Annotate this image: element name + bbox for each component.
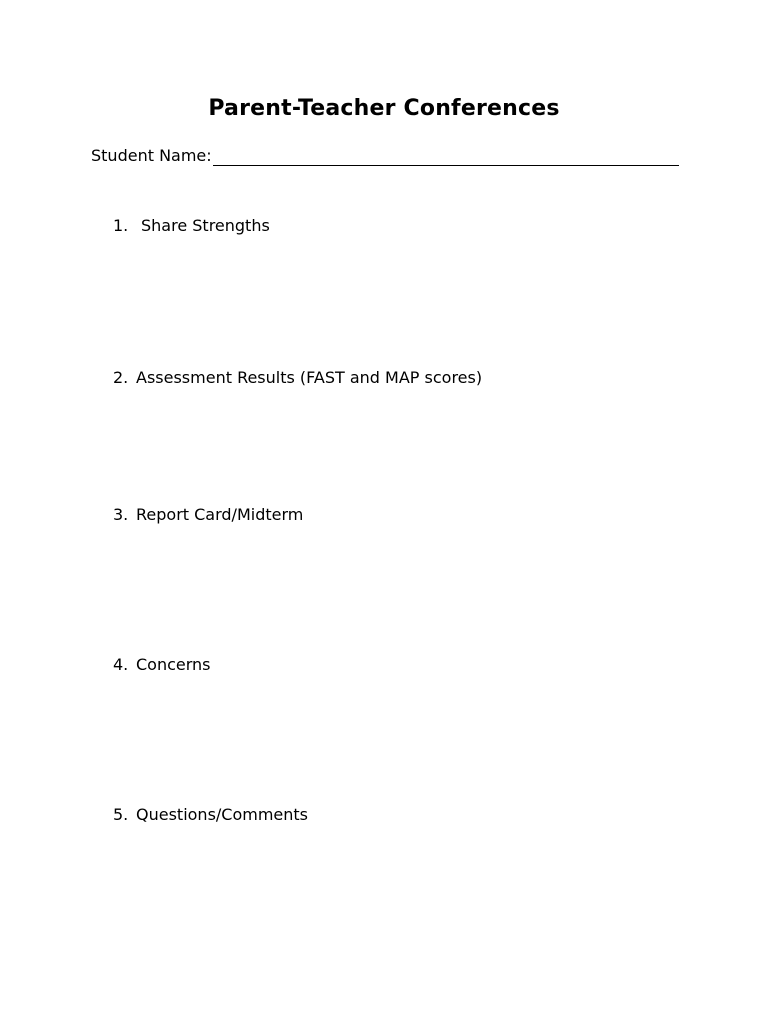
list-item-number: 2. [113, 368, 129, 387]
student-name-row [91, 142, 679, 166]
student-name-blank-line[interactable] [213, 146, 679, 166]
list-item-assessment-results [113, 368, 482, 388]
list-item-text: Report Card/Midterm [136, 505, 304, 524]
page-title: Parent-Teacher Conferences [208, 96, 560, 121]
list-item-text: Share Strengths [141, 216, 270, 235]
list-item-share-strengths [113, 216, 270, 236]
list-item-text: Concerns [136, 655, 211, 674]
list-item-questions-comments [113, 805, 308, 825]
list-item-text: Assessment Results (FAST and MAP scores) [136, 368, 483, 387]
list-item-number: 5. [113, 805, 129, 824]
student-name-label: Student Name: [91, 146, 212, 165]
list-item-number: 3. [113, 505, 129, 524]
list-item-concerns [113, 655, 211, 675]
list-item-report-card [113, 505, 303, 525]
list-item-text: Questions/Comments [136, 805, 309, 824]
list-item-number: 1. [113, 216, 129, 235]
list-item-number: 4. [113, 655, 129, 674]
